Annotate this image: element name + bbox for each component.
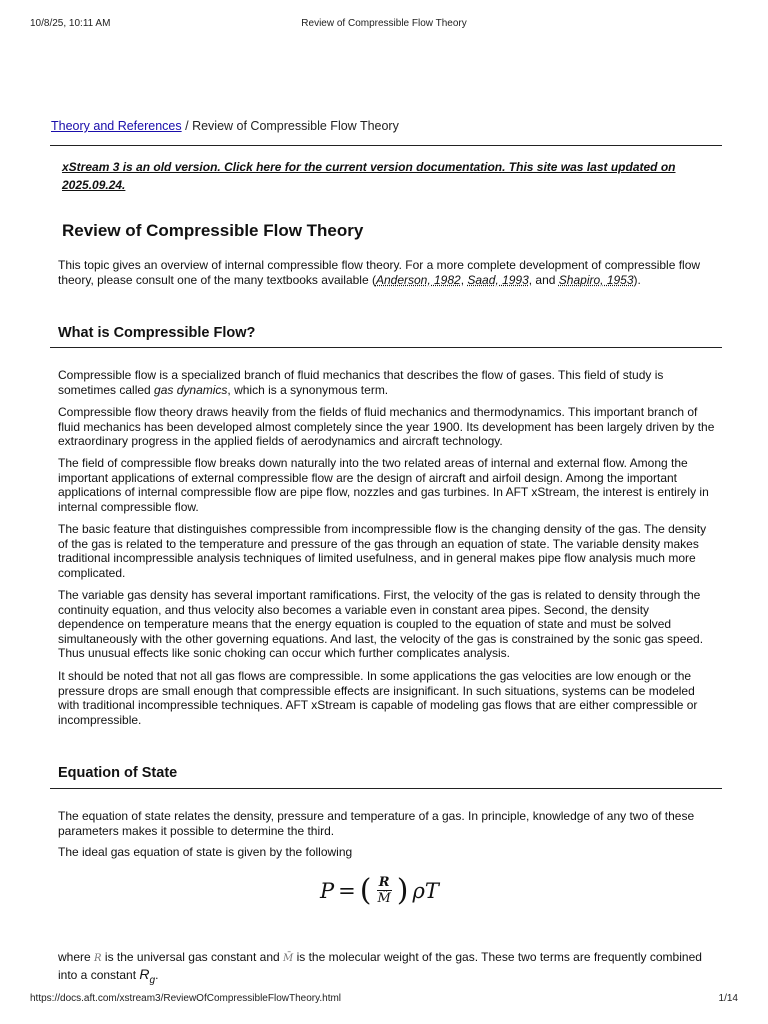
section-divider: [50, 788, 722, 789]
old-version-notice-link[interactable]: xStream 3 is an old version. Click here for the current version documentation. This site was last updated on 2025.09.24.: [62, 160, 676, 192]
citation-shapiro[interactable]: Shapiro, 1953: [558, 272, 634, 287]
paragraph: Compressible flow theory draws heavily from the fields of fluid mechanics and thermodynamics. This important branch of fluid mechanics has been developed almost completely since the year 1900. Its development has been largely driven by the extraordinary progress in the applied fields of aerodynamics and aircraft technology.: [58, 405, 715, 449]
print-footer: [30, 993, 738, 1007]
breadcrumb-separator: /: [181, 119, 193, 133]
ideal-gas-equation: P = ( $\frac{R}{M̂}$ ) ρT: [320, 873, 439, 908]
section-divider: [50, 347, 722, 348]
citation-anderson[interactable]: Anderson, 1982: [375, 272, 461, 287]
paragraph: The equation of state relates the density, pressure and temperature of a gas. In principle, knowledge of any two of these parameters makes it possible to determine the third.: [58, 809, 695, 838]
breadcrumb-current: Review of Compressible Flow Theory: [192, 119, 399, 133]
paragraph: It should be noted that not all gas flows are compressible. In some applications the gas velocities are low enough or the pressure drops are small enough that compressible effects are insignificant. In such situations, systems can be modeled with traditional incompressible techniques. AFT xStream is capable of modeling gas flows that are either compressible or incompressible.: [58, 669, 698, 727]
molecular-weight-symbol: M̄: [283, 953, 294, 964]
gas-constant-symbol: $R_g$: [139, 965, 156, 986]
paragraph: Compressible flow is a specialized branch of fluid mechanics that describes the flow of gases. This field of study is sometimes called gas dynamics, which is a synonymous term.: [58, 368, 664, 397]
paragraph: The ideal gas equation of state is given by the following: [58, 845, 353, 859]
paragraph: where R is the universal gas constant and M̄ is the molecular weight of the gas. These two terms are frequently combined into a constant $R_g$.: [58, 950, 702, 986]
paragraph: The variable gas density has several important ramifications. First, the velocity of the gas is related to density through the continuity equation, and thus velocity also becomes a variable even in constant area pipes. Second, the density dependence on temperature means that the energy equation is coupled to the equation of state and must be solved simultaneously with the other governing equations. And last, the velocity of the gas is constrained by the sonic gas speed. Thus unusual effects like sonic choking can occur which further complicates analysis.: [58, 588, 704, 661]
breadcrumb-divider: [50, 145, 722, 146]
breadcrumb-link-theory[interactable]: Theory and References: [51, 119, 182, 133]
section-heading-equation-of-state: Equation of State: [58, 765, 178, 781]
print-header: [30, 18, 738, 32]
print-date: 10/8/25, 10:11 AM: [30, 18, 111, 29]
universal-gas-constant-symbol: R: [94, 953, 102, 964]
intro-paragraph: This topic gives an overview of internal compressible flow theory. For a more complete development of compressible flow theory, please consult one of the many textbooks available (Anderson, 1982, Saad, 1993, and Shapiro, 1953).: [58, 258, 701, 287]
page-number: 1/14: [718, 993, 738, 1004]
page-title: Review of Compressible Flow Theory: [62, 221, 364, 240]
section-heading-compressible-flow: What is Compressible Flow?: [58, 325, 256, 341]
breadcrumb: [51, 119, 722, 133]
print-title: Review of Compressible Flow Theory: [301, 18, 467, 29]
print-url: https://docs.aft.com/xstream3/ReviewOfCompressibleFlowTheory.html: [30, 993, 342, 1004]
paragraph: The basic feature that distinguishes compressible from incompressible flow is the changing density of the gas. The density of the gas is related to the temperature and pressure of the gas through an equation of state. The variable density makes traditional incompressible analysis techniques of limited usefulness, and in general makes pipe flow analysis much more complicated.: [58, 522, 707, 580]
paragraph: The field of compressible flow breaks down naturally into the two related areas of internal and external flow. Among the important applications of external compressible flow are the design of aircraft and airfoil design. Among the important applications of internal compressible flow are pipe flow, nozzles and gas turbines. In AFT xStream, the interest is entirely in internal compressible flow.: [58, 456, 709, 514]
citation-saad[interactable]: Saad, 1993: [467, 272, 529, 287]
